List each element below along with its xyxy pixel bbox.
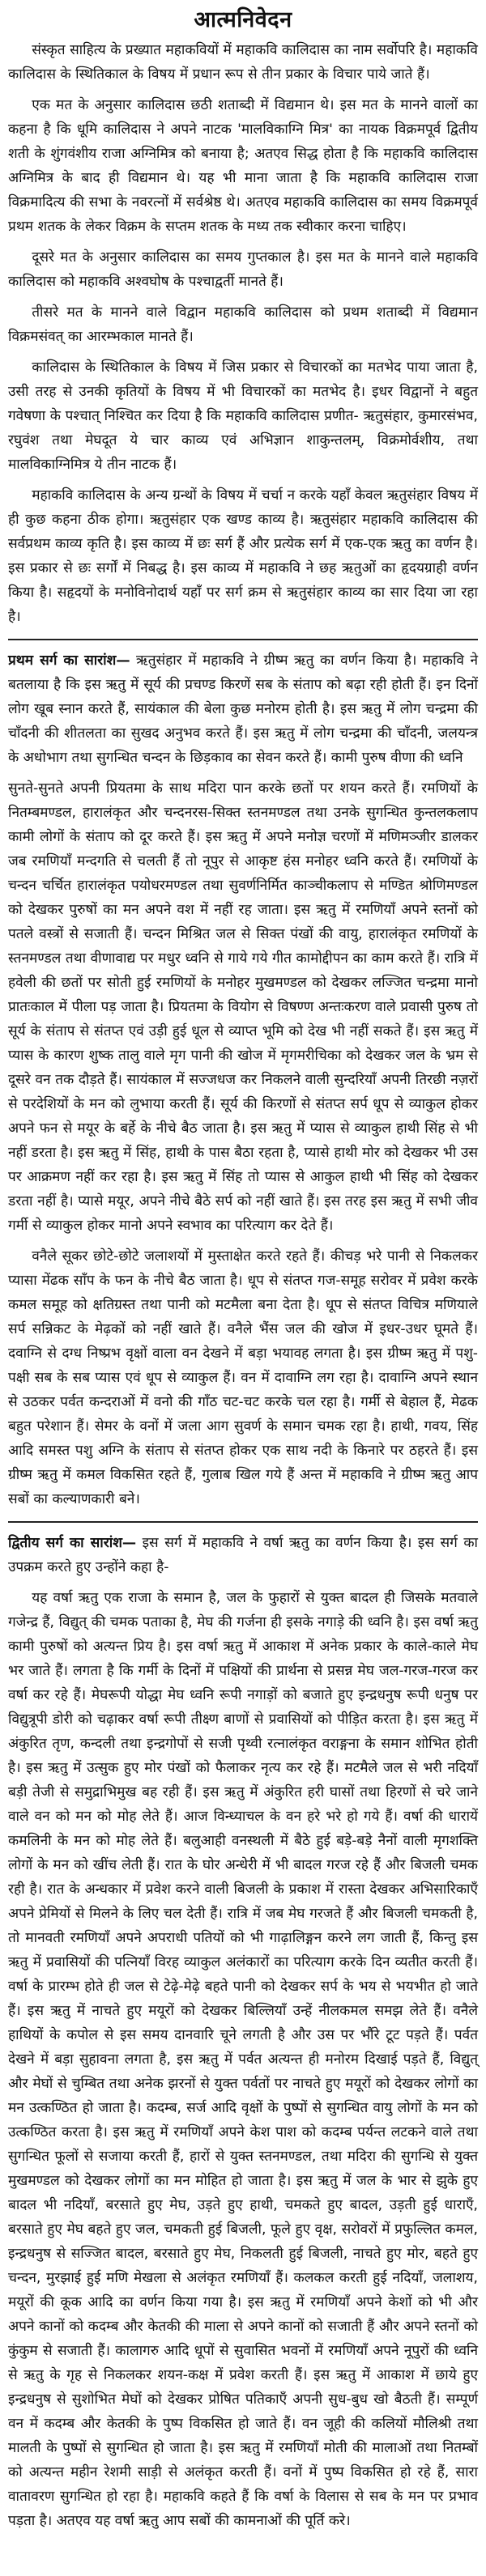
section-divider (8, 1521, 478, 1523)
canto1-heading: प्रथम सर्ग का सारांश— (8, 653, 130, 669)
canto2-paragraph-1 (8, 1531, 478, 1579)
intro-paragraph-5: कालिदास के स्थितिकाल के विषय में जिस प्रकार से विचारकों का मतभेद पाया जाता है, उसी तरह से उनकी कृतियों के विषय में भी विचारकों का मतभेद है। इधर विद्वानों ने बहुत गवेषणा के पश्चात् निश्चित कर दिया है कि महाकवि कालिदास प्रणीत- ऋतुसंहार, कुमारसंभव, रघुवंश तथा मेघदूत ये चार काव्य एवं अभिज्ञान शाकुन्तलम्, विक्रमोर्वशीय, तथा मालविकाग्निमित्र ये तीन नाटक हैं। (8, 359, 478, 473)
canto1-paragraph-2: सुनते-सुनते अपनी प्रियतमा के साथ मदिरा पान करके छतों पर शयन करते हैं। रमणियों के नितम्बमण्डल, हारालंकृत और चन्दनरस-सिक्त स्तनमण्डल तथा उनके सुगन्धित कुन्तलकलाप कामी लोगों के संताप को दूर करते हैं। इस ऋतु में अपने मनोज्ञ चरणों में मणिमञ्जीर डालकर जब रमणियाँ मन्दगति से चलती हैं तो नूपुर से आकृष्ट हंस मनोहर ध्वनि करते हैं। रमणियों के चन्दन चर्चित हारालंकृत पयोधरमण्डल तथा सुवर्णनिर्मित काञ्चीकलाप से मण्डित श्रोणिमण्डल को देखकर पुरुषों का मन अपने वश में नहीं रह जाता। इस ऋतु में रमणियाँ अपने स्तनों को पतले वस्त्रों से सजाती हैं। चन्दन मिश्रित जल से सिक्त पंखों की वायु, हारालंकृत रमणियों के स्तनमण्डल तथा वीणावाद्य पर मधुर ध्वनि से गाये गये गीत कामोद्दीपन का काम करते हैं। रात्रि में हवेली की छतों पर सोती हुई रमणियों के मनोहर मुखमण्डल को देखकर लज्जित चन्द्रमा मानो प्रातःकाल में पीला पड़ जाता है। प्रियतमा के वियोग से विषण्ण अन्तःकरण वाले प्रवासी पुरुष तो सूर्य के संताप से संतप्त एवं उड़ी हुई धूल से व्याप्त भूमि को देख भी नहीं सकते हैं। इस ऋतु में प्यास के कारण शुष्क तालु वाले मृग पानी की खोज में मृगमरीचिका को देखकर जल के भ्रम से दूसरे वन तक दौड़ते हैं। सायंकाल में सज्जधज कर निकलने वाली सुन्दरियाँ अपनी तिरछी नज़रों से परदेशियों के मन को लुभाया करती हैं। सूर्य की किरणों से संतप्त सर्प धूप से व्याकुल होकर अपने फन से मयूर के बर्हे के नीचे बैठ जाता है। इस ऋतु में प्यास से व्याकुल हाथी सिंह से भी नहीं डरता है। इस ऋतु में सिंह, हाथी के पास बैठा रहता है, प्यासे हाथी मोर को देखकर भी उस पर आक्रमण नहीं कर रहा है। इस ऋतु में सिंह तो प्यास से आकुल हाथी भी सिंह को देखकर डरता नहीं है। प्यासे मयूर, अपने नीचे बैठे सर्प को नहीं खाते हैं। इस तरह इस ऋतु में सभी जीव गर्मी से व्याकुल होकर मानो अपने स्वभाव का परित्याग कर देते हैं। (8, 780, 478, 1234)
canto1-text-1: ऋतुसंहार में महाकवि ने ग्रीष्म ऋतु का वर्णन किया है। महाकवि ने बतलाया है कि इस ऋतु में सूर्य की प्रचण्ड किरणें सब के संताप को बढ़ा रही होती हैं। इन दिनों लोग खूब स्नान करते हैं, सायंकाल की बेला कुछ मनोरम होती है। इस ऋतु में लोग चन्द्रमा की चाँदनी की शीतलता का सुखद अनुभव करते हैं। इस ऋतु में लोग चन्द्रमा की चाँदनी, जलयन्त्र के अधोभाग तथा सुगन्धित चन्दन के छिड़काव का सेवन करते हैं। कामी पुरुष वीणा की ध्वनि (8, 653, 479, 766)
intro-paragraph-3: दूसरे मत के अनुसार कालिदास का समय गुप्तकाल है। इस मत के मानने वाले महाकवि कालिदास को महाकवि अश्वघोष के पश्चाद्वर्ती मानते हैं। (8, 249, 478, 290)
canto1-paragraph-3: वनैले सूकर छोटे-छोटे जलाशयों में मुस्ताक्षेत करते रहते हैं। कीचड़ भरे पानी से निकलकर प्यासा मेंढक साँप के फन के नीचे बैठ जाता है। धूप से संतप्त गज-समूह सरोवर में प्रवेश करके कमल समूह को क्षतिग्रस्त तथा पानी को मटमैला बना देता है। धूप से संतप्त विचित्र मणियाले सर्प सन्निकट के मेढ़कों को नहीं खाते हैं। वनैले भैंस जल की खोज में इधर-उधर घूमते हैं। दवाग्नि से दग्ध निष्प्रभ वृक्षों वाला वन देखने में बड़ा भयावह लगता है। इस ग्रीष्म ऋतु में पशु-पक्षी सब के सब प्यास एवं धूप से व्याकुल हैं। वन में दावाग्नि लग रहा है। दावाग्नि अपने स्थान से उठकर पर्वत कन्दराओं में वनो की गाँठ चट-चट करके चल रहा है। गर्मी से बेहाल हैं, मेढक बहुत परेशान हैं। सेमर के वनों में जला आग सुवर्ण के समान चमक रहा है। हाथी, गवय, सिंह आदि समस्त पशु अग्नि के संताप से संतप्त होकर एक साथ नदी के किनारे पर ठहरते हैं। इस ग्रीष्म ऋतु में कमल विकसित रहते हैं, गुलाब खिल गये हैं अन्त में महाकवि ने ग्रीष्म ऋतु आप सबों का कल्याणकारी बने। (8, 1248, 478, 1507)
intro-paragraph-2: एक मत के अनुसार कालिदास छठी शताब्दी में विद्यमान थे। इस मत के मानने वालों का कहना है कि धूमि कालिदास ने अपने नाटक 'मालविकाग्नि मित्र' का नायक विक्रमपूर्व द्वितीय शती के शुंगवंशीय राजा अग्निमित्र को बनाया है; अतएव सिद्ध होता है कि महाकवि कालिदास अग्निमित्र के बाद ही विद्यमान थे। यह भी माना जाता है कि महाकवि कालिदास राजा विक्रमादित्य की सभा के नवरत्नों में सर्वश्रेष्ठ थे। अतएव महाकवि कालिदास का समय विक्रमपूर्व प्रथम शतक के लेकर विक्रम के सप्तम शतक के मध्य तक स्वीकार करना चाहिए। (8, 97, 478, 235)
intro-paragraph-6: महाकवि कालिदास के अन्य ग्रन्थों के विषय में चर्चा न करके यहाँ केवल ऋतुसंहार विषय में ही कुछ कहना ठीक होगा। ऋतुसंहार एक खण्ड काव्य है। ऋतुसंहार महाकवि कालिदास की सर्वप्रथम काव्य कृति है। इस काव्य में छः सर्ग हैं और प्रत्येक सर्ग में एक-एक ऋतु का वर्णन है। इस प्रकार से छः सर्गों में निबद्ध है। इस काव्य में महाकवि ने छह ऋतुओं का हृदयग्राही वर्णन किया है। सहृदयों के मनोविनोदार्थ यहाँ पर सर्ग क्रम से ऋतुसंहार काव्य का सार दिया जा रहा है। (8, 487, 478, 625)
canto1-paragraph-1 (8, 648, 478, 770)
page-title: आत्मनिवेदन (194, 7, 292, 32)
section-divider (8, 639, 478, 640)
canto2-text-1: इस सर्ग में महाकवि ने वर्षा ऋतु का वर्णन किया है। इस सर्ग का उपक्रम करते हुए उन्होंने कहा है- (8, 1535, 478, 1575)
intro-paragraph-1: संस्कृत साहित्य के प्रख्यात महाकवियों में महाकवि कालिदास का नाम सर्वोपरि है। महाकवि कालिदास के स्थितिकाल के विषय में प्रधान रूप से तीन प्रकार के विचार पाये जाते हैं। (8, 42, 478, 83)
canto2-paragraph-2: यह वर्षा ऋतु एक राजा के समान है, जल के फुहारों से युक्त बादल ही जिसके मतवाले गजेन्द्र हैं, विद्युत् की चमक पताका है, मेघ की गर्जना ही इसके नगाड़े की ध्वनि है। इस वर्षा ऋतु कामी पुरुषों को अत्यन्त प्रिय है। इस वर्षा ऋतु में आकाश में अनेक प्रकार के काले-काले मेघ भर जाते हैं। लगता है कि गर्मी के दिनों में पक्षियों की प्रार्थना से प्रसन्न मेघ जल-गरज-गरज कर वर्षा कर रहे हैं। मेघरूपी योद्धा मेघ ध्वनि रूपी नगाड़ों को बजाते हुए इन्द्रधनुष रूपी धनुष पर विद्युत्रूपी डोरी को चढ़ाकर वर्षा रूपी तीक्ष्ण बाणों से प्रवासियों को पीड़ित करता है। इस ऋतु में अंकुरित तृण, कन्दली तथा इन्द्रगोपों से सजी पृथ्वी रत्नालंकृत वराङ्गना के समान शोभित होती है। इस ऋतु में उत्सुक हुए मोर पंखों को फैलाकर नृत्य कर रहे हैं। मटमैले जल से भरी नदियाँ बड़ी तेजी से समुद्राभिमुख बह रही हैं। इस ऋतु में अंकुरित हरी घासों तथा हिरणों से चरे जाने वाले वन को मन को मोह लेते हैं। आज विन्ध्याचल के वन हरे भरे हो गये हैं। वर्षा की धारायें कमलिनी के मन को मोह लेते हैं। बलुआही वनस्थली में बैठे हुई बड़े-बड़े नैनों वाली मृगशक्ति लोगों के मन को खींच लेती हैं। रात के घोर अन्धेरी में भी बादल गरज रहे हैं और बिजली चमक रही है। रात के अन्धकार में प्रवेश करने वाली बिजली के प्रकाश में रास्ता देखकर अभिसारिकाएँ अपने प्रेमियों से मिलने के लिए चल देती हैं। रात्रि में जब मेघ गरजते हैं और बिजली चमकती है, तो मानवती रमणियाँ अपने अपराधी पतियों को भी गाढ़ालिङ्गन करने लग जाती हैं, किन्तु इस ऋतु में प्रवासियों की पत्नियाँ विरह व्याकुल अलंकारों का परित्याग करके दिन व्यतीत करती हैं। वर्षा के प्रारम्भ होते ही जल से टेढ़े-मेढ़े बहते पानी को देखकर सर्प के भय से भयभीत हो जाते हैं। इस ऋतु में नाचते हुए मयूरों को देखकर बिल्लियाँ उन्हें नीलकमल समझ लेते हैं। वनैले हाथियों के कपोल से इस समय दानवारि चूने लगती है और उस पर भौंरे टूट पड़ते हैं। पर्वत देखने में बड़ा सुहावना लगता है, इस ऋतु में पर्वत अत्यन्त ही मनोरम दिखाई पड़ते हैं, विद्युत् और मेघों से चुम्बित तथा अनेक झरनों से युक्त पर्वतों पर नाचते हुए मयूरों को देखकर लोगों का मन उत्कण्ठित हो जाता है। कदम्ब, सर्ज आदि वृक्षों के पुष्पों से सुगन्धित वायु लोगों के मन को उत्कण्ठित करता है। इस ऋतु में रमणियाँ अपने केश पाश को कदम्ब पर्यन्त लटकने वाले तथा सुगन्धित फूलों से सजाया करती हैं, हारों से युक्त स्तनमण्डल, तथा मदिरा की सुगन्धि से युक्त मुखमण्डल को देखकर लोगों का मन मोहित हो जाता है। इस ऋतु में जल के भार से झुके हुए बादल भी नदियाँ, बरसाते हुए मेघ, उड़ते हुए हाथी, चमकते हुए बादल, उड़ती हुई धाराएँ, बरसाते हुए मेघ बहते हुए जल, चमकती हुई बिजली, फूले हुए वृक्ष, सरोवरों में प्रफुल्लित कमल, इन्द्रधनुष से सज्जित बादल, बरसाते हुए मेघ, निकलती हुई बिजली, नाचते हुए मोर, बहते हुए चन्दन, मुरझाई हुई मणि मेखला से अलंकृत रमणियाँ हैं। कलकल करती हुई नदियाँ, जलाशय, मयूरों की कूक आदि का वर्णन किया गया है। इस ऋतु में रमणियाँ अपने केशों को भी और अपने कानों को कदम्ब और केतकी की माला से अपने कानों को सजाती हैं और अपने स्तनों को कुंकुम से सजाती हैं। कालागरु आदि धूपों से सुवासित भवनों में रमणियाँ अपने नूपुरों की ध्वनि से ऋतु के गृह से निकलकर शयन-कक्ष में प्रवेश करती हैं। इस ऋतु में आकाश में छाये हुए इन्द्रधनुष से सुशोभित मेघों को देखकर प्रोषित पतिकाएँ अपनी सुध-बुध खो बैठती हैं। सम्पूर्ण वन में कदम्ब और केतकी के पुष्प विकसित हो जाते हैं। वन जूही की कलियों मौलिश्री तथा मालती के पुष्पों से सुगन्धित हो जाता है। इस ऋतु में रमणियाँ मोती की मालाओं तथा नितम्बों को अत्यन्त महीन रेशमी साड़ी से अलंकृत करती हैं। वनों में पुष्प विकसित हो रहे हैं, सारा वातावरण सुगन्धित हो रहा है। महाकवि कहते हैं कि वर्षा के विलास से सब के मन पर प्रभाव पड़ता है। अतएव यह वर्षा ऋतु आप सबों की कामनाओं की पूर्ति करे। (8, 1590, 478, 2529)
intro-paragraph-4: तीसरे मत के मानने वाले विद्वान महाकवि कालिदास को प्रथम शताब्दी में विद्यमान विक्रमसंवत् का आरम्भकाल मानते हैं। (8, 304, 478, 345)
canto2-heading: द्वितीय सर्ग का सारांश— (8, 1535, 137, 1551)
